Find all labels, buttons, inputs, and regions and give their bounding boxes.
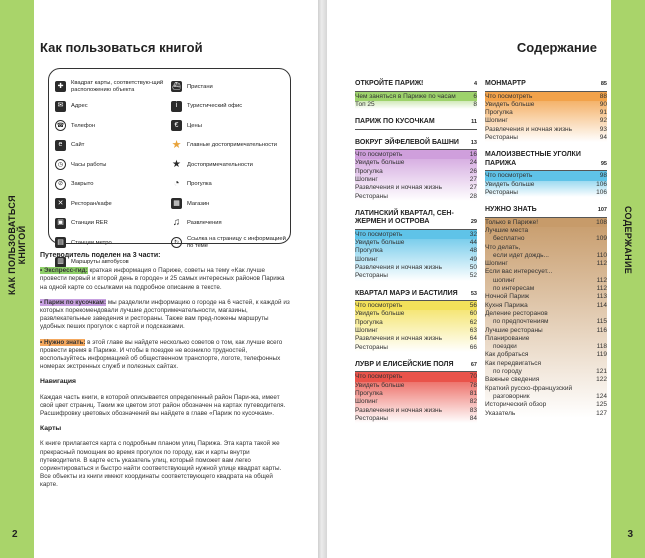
side-tab xyxy=(611,0,645,558)
toc-entry-page: 63 xyxy=(469,327,477,335)
legend-item xyxy=(171,97,286,117)
toc-entry[interactable] xyxy=(485,351,607,359)
section-page-number: 11 xyxy=(471,119,477,126)
maps-text: К книге прилагается карта с подробным планом улиц Парижа. Эта карта такой же прекрасный помощник во время прогулок по городу, как и карты внутри путеводителя. В карте есть указатель улиц, который поможет вам легко сориентироваться и быстро найти соответствующий нужной улице квадрат карты. Все объекты из книги имеют координаты соответствующего квадрата на общей карте. xyxy=(40,440,282,489)
legend-label: Закрыто xyxy=(71,181,94,188)
contents-section xyxy=(355,361,477,423)
toc-entry-page: 114 xyxy=(596,301,607,309)
restaurant-icon: ✕ xyxy=(55,198,66,209)
star-outline-icon: ★ xyxy=(171,139,182,152)
toc-entry[interactable] xyxy=(355,382,477,390)
clock-icon: ◷ xyxy=(55,159,66,170)
legend-label: Главные достопримечательности xyxy=(187,142,277,149)
contents-column-1 xyxy=(355,80,477,432)
toc-entry-page: 121 xyxy=(596,368,607,376)
toc-entry-label: если идет дождь... xyxy=(493,251,549,259)
legend-item xyxy=(171,116,286,136)
toc-entry[interactable] xyxy=(355,264,477,272)
toc-entry-label: Что посмотреть xyxy=(485,172,533,180)
part3-paragraph xyxy=(40,339,292,372)
pier-icon: ⛴ xyxy=(171,81,182,92)
toc-entry-page: 110 xyxy=(596,251,607,259)
toc-entry-page: 112 xyxy=(596,276,607,284)
section-page-number: 85 xyxy=(600,81,607,87)
toc-entry[interactable] xyxy=(355,101,477,109)
toc-entry-page: 118 xyxy=(596,343,607,351)
toc-entry-page: 82 xyxy=(469,398,477,406)
part1-label: • Экспресс-гид: xyxy=(40,267,88,275)
toc-entry-label: Что посмотреть xyxy=(355,373,403,381)
toc-entry[interactable] xyxy=(485,189,607,197)
contents-section xyxy=(485,151,607,197)
toc-entry[interactable] xyxy=(485,172,607,180)
toc-entry-page: 60 xyxy=(469,310,477,318)
section-entries xyxy=(485,92,607,143)
walk-icon: ◔ xyxy=(173,178,180,190)
legend-label: Маршруты автобусов xyxy=(71,259,129,266)
side-tab xyxy=(0,0,34,558)
toc-entry[interactable] xyxy=(485,318,607,326)
toc-entry-label: Рестораны xyxy=(355,414,388,422)
toc-entry[interactable] xyxy=(355,168,477,176)
toc-entry[interactable] xyxy=(355,373,477,381)
intro-title: Путеводитель поделен на 3 части: xyxy=(40,252,161,259)
toc-entry-page: 116 xyxy=(596,326,607,334)
section-page-number: 95 xyxy=(600,160,607,167)
toc-entry-label: Что посмотреть xyxy=(355,151,403,159)
toc-entry-label: Рестораны xyxy=(485,133,518,141)
toc-entry[interactable] xyxy=(485,126,607,134)
toc-entry[interactable] xyxy=(485,302,607,310)
legend-label: Ресторан/кафе xyxy=(71,200,112,207)
contents-section-heading[interactable] xyxy=(355,210,477,230)
toc-entry-label: Прогулка xyxy=(355,390,383,398)
contents-section-heading[interactable] xyxy=(485,206,607,218)
toc-entry[interactable] xyxy=(355,176,477,184)
toc-entry-label: Чем заняться в Париже по часам xyxy=(355,92,456,100)
side-tab-label: СОДЕРЖАНИЕ xyxy=(623,205,633,275)
toc-entry[interactable] xyxy=(355,256,477,264)
tourist-office-icon: i xyxy=(171,101,182,112)
legend-item xyxy=(55,136,167,156)
contents-title: Содержание xyxy=(516,40,597,55)
contents-section xyxy=(485,80,607,142)
contents-section xyxy=(355,118,477,130)
toc-entry-label: Прогулка xyxy=(355,247,383,255)
section-title: ВОКРУГ ЭЙФЕЛЕВОЙ БАШНИ xyxy=(355,138,459,146)
toc-entry-label: Шопинг xyxy=(355,327,378,335)
toc-entry-label: Шопинг xyxy=(355,398,378,406)
legend-label: Развлечения xyxy=(187,220,222,227)
toc-entry-page: 124 xyxy=(596,392,607,400)
entertainment-icon: ♫ xyxy=(172,217,181,229)
toc-entry[interactable] xyxy=(485,401,607,409)
toc-entry[interactable] xyxy=(485,335,607,343)
toc-entry-page: 88 xyxy=(599,92,607,100)
page-title: Как пользоваться книгой xyxy=(40,40,203,55)
toc-entry[interactable] xyxy=(355,390,477,398)
toc-entry[interactable] xyxy=(485,310,607,318)
toc-entry-page: 32 xyxy=(469,230,477,238)
toc-entry-label: Как добраться xyxy=(485,351,529,359)
section-entries xyxy=(355,92,477,110)
toc-entry-label: Рестораны xyxy=(355,272,388,280)
toc-entry-page: 49 xyxy=(469,255,477,263)
left-page xyxy=(0,0,318,558)
toc-entry-label: Шопинг xyxy=(485,117,508,125)
closed-icon: ⊘ xyxy=(55,179,66,190)
bus-icon: ▥ xyxy=(55,257,66,268)
shop-icon: ▦ xyxy=(171,198,182,209)
contents-section-heading[interactable] xyxy=(355,361,477,373)
toc-entry-label: Как передвигаться xyxy=(485,359,541,367)
toc-entry-label: Развлечения и ночная жизнь xyxy=(355,184,443,192)
contents-section xyxy=(355,210,477,281)
toc-entry-label: Увидеть больше xyxy=(485,180,535,188)
toc-entry-page: 106 xyxy=(596,188,607,196)
toc-entry[interactable] xyxy=(355,184,477,192)
contents-section xyxy=(355,139,477,201)
toc-entry[interactable] xyxy=(355,239,477,247)
toc-entry[interactable] xyxy=(485,93,607,101)
toc-entry[interactable] xyxy=(485,117,607,125)
contents-section xyxy=(485,206,607,418)
legend-item xyxy=(55,194,167,214)
contents-column-2 xyxy=(485,80,607,427)
section-title: КВАРТАЛ МАРЭ И БАСТИЛИЯ xyxy=(355,289,458,297)
part2-text: мы разделили информацию о городе на 6 частей, к каждой из которых порекомендовали лучшие достопримечательности, магазины, развлекательные заведения и рестораны. Также вам пред-ложены маршруты удобных пеших прогулок с картой и подсказками. xyxy=(40,298,290,331)
toc-entry[interactable] xyxy=(485,376,607,384)
toc-entry-label: Рестораны xyxy=(355,192,388,200)
toc-entry-label: Планирование xyxy=(485,334,530,342)
toc-entry-label: Развлечения и ночная жизнь xyxy=(355,335,443,343)
legend-item xyxy=(171,155,286,175)
legend-item xyxy=(171,136,286,156)
section-title: МАЛОИЗВЕСТНЫЕ УГОЛКИ ПАРИЖА xyxy=(485,151,581,167)
toc-entry-label: Что посмотреть xyxy=(485,92,533,100)
page-link-icon: ↻ xyxy=(171,237,182,248)
toc-entry-label: Шопинг xyxy=(355,255,378,263)
section-page-number: 29 xyxy=(470,219,477,226)
legend-label: Ссылка на страницу с информацией по теме xyxy=(187,236,286,249)
toc-entry-page: 24 xyxy=(469,159,477,167)
legend-item xyxy=(55,116,167,136)
legend-column-left xyxy=(55,77,167,272)
toc-entry-page: 125 xyxy=(596,401,607,409)
legend-label: Станции метро xyxy=(71,239,112,246)
toc-entry-label: Лучшие места xyxy=(485,226,529,234)
toc-entry-page: 62 xyxy=(469,318,477,326)
toc-entry-page: 26 xyxy=(469,167,477,175)
toc-entry-page: 119 xyxy=(596,351,607,359)
toc-entry-page: 84 xyxy=(469,414,477,422)
toc-entry[interactable] xyxy=(485,181,607,189)
toc-entry[interactable] xyxy=(485,101,607,109)
toc-entry-page: 127 xyxy=(596,409,607,417)
toc-entry[interactable] xyxy=(485,327,607,335)
toc-entry-page: 108 xyxy=(596,218,607,226)
toc-entry-label: Увидеть больше xyxy=(355,159,405,167)
toc-entry[interactable] xyxy=(355,231,477,239)
prices-icon: € xyxy=(171,120,182,131)
part2-label: • Париж по кусочкам: xyxy=(40,298,107,306)
legend-item xyxy=(171,194,286,214)
metro-station-icon: ▤ xyxy=(55,237,66,248)
toc-entry-label: Краткий русско-французский xyxy=(485,384,573,392)
toc-entry-page: 109 xyxy=(596,235,607,243)
toc-entry-label: Увидеть больше xyxy=(355,310,405,318)
toc-entry[interactable] xyxy=(485,268,607,276)
toc-entry-label: по интересам xyxy=(493,285,535,293)
legend-label: Достопримечательности xyxy=(187,161,253,168)
section-entries xyxy=(355,301,477,352)
toc-entry-label: Деление ресторанов xyxy=(485,309,548,317)
section-page-number: 107 xyxy=(597,207,607,214)
star-filled-icon: ★ xyxy=(172,158,181,170)
section-title: ПАРИЖ ПО КУСОЧКАМ xyxy=(355,118,435,126)
contents-section-heading[interactable] xyxy=(355,80,477,92)
side-tab-label: КАК ПОЛЬЗОВАТЬСЯ КНИГОЙ xyxy=(7,195,27,295)
toc-entry-label: по городу xyxy=(493,368,522,376)
toc-entry-label: Увидеть больше xyxy=(485,100,535,108)
part2-paragraph xyxy=(40,299,292,332)
toc-entry-label: Кухня Парижа xyxy=(485,301,528,309)
toc-entry-label: Прогулка xyxy=(355,167,383,175)
toc-entry[interactable] xyxy=(355,310,477,318)
toc-entry-label: Что посмотреть xyxy=(355,230,403,238)
legend-item xyxy=(171,175,286,195)
map-square-icon: ✚ xyxy=(55,81,66,92)
toc-entry-page: 64 xyxy=(469,335,477,343)
part3-label: • Нужно знать: xyxy=(40,338,86,346)
toc-entry[interactable] xyxy=(355,335,477,343)
legend-label: Станции RER xyxy=(71,220,108,227)
legend-label: Сайт xyxy=(71,142,85,149)
section-title: ОТКРОЙТЕ ПАРИЖ! xyxy=(355,80,424,87)
toc-entry-label: Топ 25 xyxy=(355,100,375,108)
section-page-number: 67 xyxy=(470,361,477,368)
contents-section-heading[interactable] xyxy=(355,290,477,302)
part1-paragraph xyxy=(40,267,292,292)
toc-entry-page: 91 xyxy=(599,109,607,117)
toc-entry[interactable] xyxy=(485,277,607,285)
contents-section-heading[interactable] xyxy=(355,139,477,151)
navigation-text: Каждая часть книги, в которой описывается определенный район Пари-жа, имеет свой цвет страниц. Таким же цветом этот район обозначен на картах путеводителя. Расшифровку цветовых обозначений вы найдете в главе «Париж по кусочкам». xyxy=(40,393,286,418)
toc-entry-page: 6 xyxy=(473,92,477,100)
toc-entry-label: Ночной Париж xyxy=(485,293,530,301)
toc-entry[interactable] xyxy=(485,244,607,252)
page-number: 2 xyxy=(12,529,18,540)
toc-entry-page: 28 xyxy=(469,192,477,200)
legend-label: Телефон xyxy=(71,122,96,129)
part1-text: краткая информация о Париже, советы на тему «Как лучше провести первый и второй день в городе» и 25 самых интересных районов Парижа на одной карте со ссылками на подробное описание в тексте. xyxy=(40,267,285,291)
toc-entry-page: 78 xyxy=(469,381,477,389)
toc-entry[interactable] xyxy=(485,368,607,376)
toc-entry[interactable] xyxy=(485,293,607,301)
toc-entry-page: 66 xyxy=(469,343,477,351)
section-title: ЛАТИНСКИЙ КВАРТАЛ, СЕН-ЖЕРМЕН И ОСТРОВА xyxy=(355,209,454,226)
toc-entry[interactable] xyxy=(485,360,607,368)
section-entries xyxy=(355,372,477,423)
section-title: НУЖНО ЗНАТЬ xyxy=(485,206,537,214)
toc-entry[interactable] xyxy=(355,159,477,167)
toc-entry-label: разговорник xyxy=(493,392,530,400)
legend-item xyxy=(55,175,167,195)
toc-entry-page: 98 xyxy=(599,172,607,180)
toc-entry-label: Рестораны xyxy=(485,188,518,196)
section-page-number: 4 xyxy=(473,81,477,87)
part3-text: в этой главе вы найдете несколько советов о том, как лучше всего провести время в Париже. И чтобы в поездке не возникло трудностей, воспользуйтесь информацией об общественном транспорте, логоте, телефонных номерах экстренных служб и полезных сайтах. xyxy=(40,338,283,371)
contents-section-heading[interactable] xyxy=(485,151,607,171)
contents-section xyxy=(355,290,477,352)
toc-entry-label: Что посмотреть xyxy=(355,302,403,310)
toc-entry[interactable] xyxy=(355,344,477,352)
toc-entry[interactable] xyxy=(485,134,607,142)
toc-entry-page: 112 xyxy=(596,260,607,268)
toc-entry-label: Если вас интересует... xyxy=(485,268,553,276)
toc-entry-page: 44 xyxy=(469,239,477,247)
toc-entry[interactable] xyxy=(355,93,477,101)
toc-entry-page: 27 xyxy=(469,175,477,183)
toc-entry-label: Указатель xyxy=(485,409,516,417)
toc-entry[interactable] xyxy=(355,327,477,335)
toc-entry[interactable] xyxy=(485,109,607,117)
toc-entry-label: Прогулка xyxy=(485,109,513,117)
toc-entry[interactable] xyxy=(355,398,477,406)
toc-entry-label: Развлечения и ночная жизнь xyxy=(355,406,443,414)
website-icon: e xyxy=(55,140,66,151)
toc-entry-label: Исторический обзор xyxy=(485,401,547,409)
toc-entry-page: 8 xyxy=(473,100,477,108)
right-page xyxy=(327,0,645,558)
toc-entry-label: Шопинг xyxy=(355,175,378,183)
toc-entry[interactable] xyxy=(355,193,477,201)
toc-entry-label: Увидеть больше xyxy=(355,381,405,389)
toc-entry-label: Только в Париже! xyxy=(485,218,539,226)
toc-entry[interactable] xyxy=(485,393,607,401)
legend-label: Адрес xyxy=(71,103,88,110)
legend-label: Часы работы xyxy=(71,161,107,168)
section-entries xyxy=(355,230,477,281)
toc-entry-page: 93 xyxy=(599,125,607,133)
phone-icon: ☎ xyxy=(55,120,66,131)
toc-entry-label: по предпочтениям xyxy=(493,318,549,326)
toc-entry[interactable] xyxy=(355,247,477,255)
toc-entry-page: 56 xyxy=(469,302,477,310)
legend-column-right xyxy=(171,77,286,253)
legend-label: Прогулка xyxy=(187,181,212,188)
toc-entry-page: 92 xyxy=(599,117,607,125)
toc-entry[interactable] xyxy=(485,260,607,268)
maps-heading: Карты xyxy=(40,425,62,433)
section-title: ЛУВР И ЕЛИСЕЙСКИЕ ПОЛЯ xyxy=(355,360,454,368)
section-entries xyxy=(355,150,477,201)
toc-entry-page: 112 xyxy=(596,285,607,293)
toc-entry-page: 50 xyxy=(469,264,477,272)
toc-entry-label: шопинг xyxy=(493,276,515,284)
rer-station-icon: ▣ xyxy=(55,218,66,229)
toc-entry-page: 90 xyxy=(599,100,607,108)
section-page-number: 13 xyxy=(470,139,477,146)
contents-section-heading[interactable] xyxy=(355,118,477,130)
section-page-number: 53 xyxy=(470,290,477,297)
toc-entry[interactable] xyxy=(485,235,607,243)
toc-entry-label: Увидеть больше xyxy=(355,239,405,247)
legend-item xyxy=(171,77,286,97)
toc-entry-page: 81 xyxy=(469,390,477,398)
toc-entry[interactable] xyxy=(485,410,607,418)
toc-entry-label: бесплатно xyxy=(493,235,525,243)
toc-entry-label: Прогулка xyxy=(355,318,383,326)
toc-entry[interactable] xyxy=(485,252,607,260)
toc-entry-label: Рестораны xyxy=(355,343,388,351)
toc-entry-page: 113 xyxy=(596,293,607,301)
toc-entry[interactable] xyxy=(485,385,607,393)
toc-entry-page: 94 xyxy=(599,133,607,141)
contents-section xyxy=(355,80,477,109)
section-entries xyxy=(485,171,607,197)
toc-entry-label: поездки xyxy=(493,343,517,351)
legend-item xyxy=(55,233,167,253)
book-gutter xyxy=(318,0,327,558)
toc-entry[interactable] xyxy=(485,219,607,227)
legend-label: Квадрат карты, соответствую-щий расположению объекта xyxy=(71,80,164,93)
contents-section-heading[interactable] xyxy=(485,80,607,92)
legend-item xyxy=(55,155,167,175)
section-entries xyxy=(485,218,607,418)
intro-section xyxy=(40,252,292,497)
toc-entry[interactable] xyxy=(355,407,477,415)
legend-label: Пристани xyxy=(187,83,213,90)
mail-icon: ✉ xyxy=(55,101,66,112)
legend-item xyxy=(55,77,167,97)
page-number: 3 xyxy=(627,529,633,540)
navigation-heading: Навигация xyxy=(40,378,76,386)
toc-entry-page: 70 xyxy=(469,373,477,381)
toc-entry[interactable] xyxy=(355,415,477,423)
legend-item xyxy=(171,214,286,234)
toc-entry-label: Что делать, xyxy=(485,243,521,251)
toc-entry-page: 16 xyxy=(469,151,477,159)
toc-entry-page: 52 xyxy=(469,272,477,280)
legend-item xyxy=(55,97,167,117)
toc-entry-label: Шопинг xyxy=(485,260,508,268)
toc-entry-page: 27 xyxy=(469,184,477,192)
toc-entry[interactable] xyxy=(355,272,477,280)
toc-entry-label: Важные сведения xyxy=(485,376,540,384)
toc-entry-label: Развлечения и ночная жизнь xyxy=(355,264,443,272)
legend-label: Магазин xyxy=(187,200,210,207)
toc-entry[interactable] xyxy=(355,319,477,327)
toc-entry-label: Развлечения и ночная жизнь xyxy=(485,125,573,133)
legend-item xyxy=(171,233,286,253)
legend-label: Туристический офис xyxy=(187,103,243,110)
legend-label: Цены xyxy=(187,122,202,129)
toc-entry-label: Лучшие рестораны xyxy=(485,326,543,334)
toc-entry-page: 122 xyxy=(596,376,607,384)
toc-entry-page: 115 xyxy=(596,318,607,326)
toc-entry-page: 48 xyxy=(469,247,477,255)
legend-item xyxy=(55,214,167,234)
section-title: МОНМАРТР xyxy=(485,80,526,87)
toc-entry-page: 83 xyxy=(469,406,477,414)
toc-entry-page: 106 xyxy=(596,180,607,188)
